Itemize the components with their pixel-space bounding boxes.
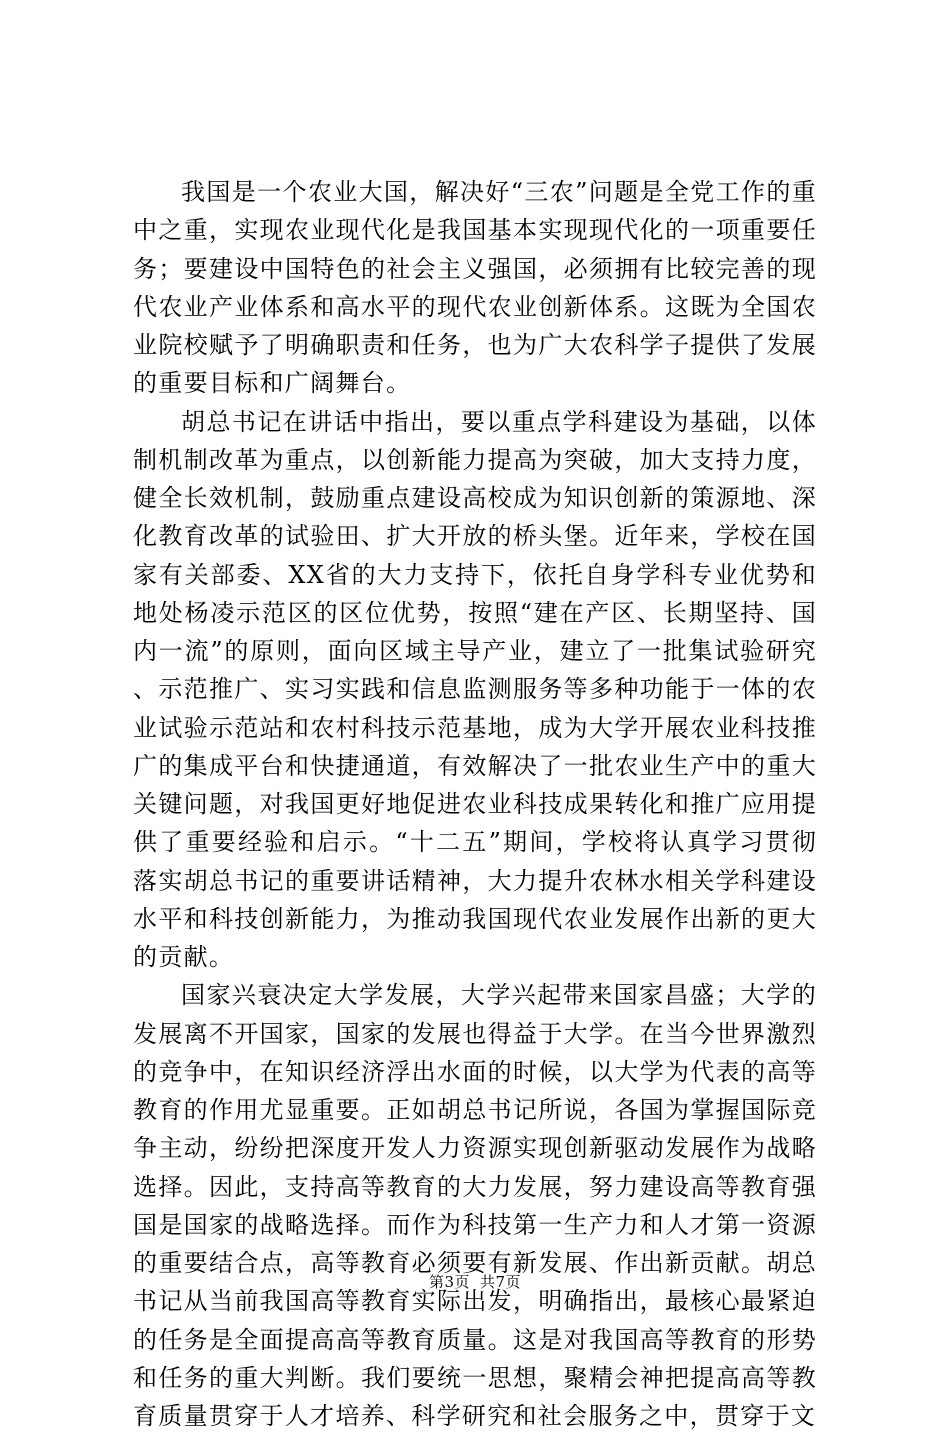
page-number: 第3页: [428, 1273, 470, 1291]
paragraph-agriculture-importance: 我国是一个农业大国，解决好“三农”问题是全党工作的重中之重，实现农业现代化是我国基本实现现代化的一项重要任务；要建设中国特色的社会主义强国，必须拥有比较完善的现代农业产业体系和高水平的现代农业创新体系。这既为全国农业院校赋予了明确职责和任务，也为广大农科学子提供了发展的重要目标和广阔舞台。: [133, 178, 817, 398]
paragraph-higher-education: 国家兴衰决定大学发展，大学兴起带来国家昌盛；大学的发展离不开国家，国家的发展也得益于大学。在当今世界激烈的竞争中，在知识经济浮出水面的时候，以大学为代表的高等教育的作用尤显重要。正如胡总书记所说，各国为掌握国际竞争主动，纷纷把深度开发人力资源实现创新驱动发展作为战略选择。因此，支持高等教育的大力发展，努力建设高等教育强国是国家的战略选择。而作为科技第一生产力和人才第一资源的重要结合点，高等教育必须要有新发展、作出新贡献。胡总书记从当前我国高等教育实际出发，明确指出，最核心最紧迫的任务是全面提高高等教育质量。这是对我国高等教育的形势和任务的重大判断。我们要统一思想，聚精会神把提高高等教育质量贯穿于人才培养、科学研究和社会服务之中，贯穿于文: [133, 981, 817, 1430]
paragraph-key-disciplines: 胡总书记在讲话中指出，要以重点学科建设为基础，以体制机制改革为重点，以创新能力提高为突破，加大支持力度，健全长效机制，鼓励重点建设高校成为知识创新的策源地、深化教育改革的试验田、扩大开放的桥头堡。近年来，学校在国家有关部委、XX省的大力支持下，依托自身学科专业优势和地处杨凌示范区的区位优势，按照“建在产区、长期坚持、国内一流”的原则，面向区域主导产业，建立了一批集试验研究、示范推广、实习实践和信息监测服务等多种功能于一体的农业试验示范站和农村科技示范基地，成为大学开展农业科技推广的集成平台和快捷通道，有效解决了一批农业生产中的重大关键问题，对我国更好地促进农业科技成果转化和推广应用提供了重要经验和启示。“十二五”期间，学校将认真学习贯彻落实胡总书记的重要讲话精神，大力提升农林水相关学科建设水平和科技创新能力，为推动我国现代农业发展作出新的更大的贡献。: [133, 407, 817, 971]
total-pages: 共7页: [480, 1273, 522, 1291]
document-body: [133, 173, 817, 1435]
page-footer: [0, 1272, 950, 1292]
